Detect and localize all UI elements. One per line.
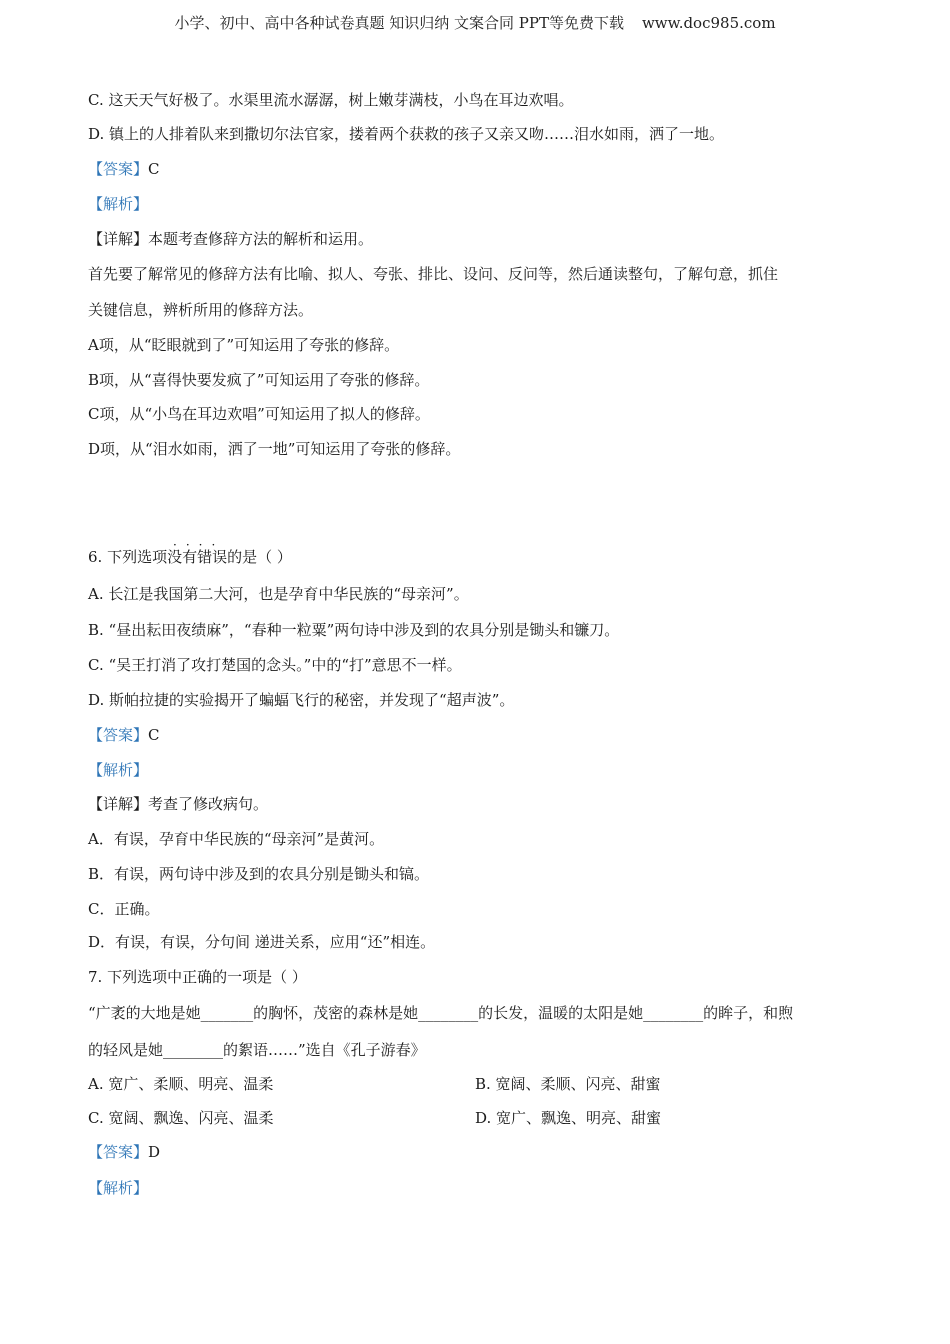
answer-value: C <box>148 726 160 744</box>
q5-explain-c: C项，从“小鸟在耳边欢唱”可知运用了拟人的修辞。 <box>88 405 430 423</box>
q5-explain-d: D项，从“泪水如雨，洒了一地”可知运用了夸张的修辞。 <box>88 440 461 458</box>
q6-explain-b: B．有误，两句诗中涉及到的农具分别是锄头和镐。 <box>88 865 430 883</box>
answer-label: 【答案】 <box>88 1143 149 1161</box>
q6-stem-wrap <box>88 538 292 567</box>
q6-stem: 6. 下列选项没有错误的是（ ） <box>88 548 292 566</box>
detail-text: 本题考查修辞方法的解析和运用。 <box>148 230 374 248</box>
q6-option-c: C. “吴王打消了攻打楚国的念头。”中的“打”意思不一样。 <box>88 656 462 674</box>
q6-explain-a: A．有误，孕育中华民族的“母亲河”是黄河。 <box>88 830 385 848</box>
answer-label: 【答案】 <box>88 160 149 178</box>
q7-text-2: 的轻风是她________的絮语……”选自《孔子游春》 <box>88 1041 426 1059</box>
q7-option-c: C. 宽阔、飘逸、闪亮、温柔 <box>88 1109 274 1127</box>
q6-detail <box>88 794 268 814</box>
answer-label: 【答案】 <box>88 726 149 744</box>
q5-para-1: 首先要了解常见的修辞方法有比喻、拟人、夸张、排比、设问、反问等，然后通读整句，了解句意，抓住 <box>88 265 779 283</box>
detail-label: 【详解】 <box>88 795 149 813</box>
detail-label: 【详解】 <box>88 230 149 248</box>
q5-explain-b: B项，从“喜得快要发疯了”可知运用了夸张的修辞。 <box>88 371 430 389</box>
q5-detail <box>88 229 373 249</box>
q5-explain-a: A项，从“眨眼就到了”可知运用了夸张的修辞。 <box>88 336 400 354</box>
header-site-link[interactable]: www.doc985.com <box>641 14 776 32</box>
answer-value: D <box>148 1143 161 1161</box>
header-title: 小学、初中、高中各种试卷真题 知识归纳 文案合同 PPT等免费下载 <box>174 14 624 32</box>
q7-text-1: “广袤的大地是她_______的胸怀，茂密的森林是她________的长发，温暖的太阳是她________的眸子，和煦 <box>88 1004 794 1022</box>
q6-explain-c: C．正确。 <box>88 900 160 918</box>
q7-option-a: A. 宽广、柔顺、明亮、温柔 <box>88 1075 274 1093</box>
q7-analysis-label: 【解析】 <box>88 1179 149 1197</box>
q6-analysis-label: 【解析】 <box>88 761 149 779</box>
answer-value: C <box>148 160 160 178</box>
q7-option-d: D. 宽广、飘逸、明亮、甜蜜 <box>475 1109 662 1127</box>
q5-analysis-label: 【解析】 <box>88 195 149 213</box>
q5-answer <box>88 159 160 179</box>
detail-text: 考查了修改病句。 <box>148 795 269 813</box>
q7-option-b: B. 宽阔、柔顺、闪亮、甜蜜 <box>475 1075 661 1093</box>
q6-option-d: D. 斯帕拉捷的实验揭开了蝙蝠飞行的秘密，并发现了“超声波”。 <box>88 691 515 709</box>
q6-option-b: B. “昼出耘田夜绩麻”，“春种一粒粟”两句诗中涉及到的农具分别是锄头和镰刀。 <box>88 621 620 639</box>
q7-answer <box>88 1142 160 1162</box>
q6-answer <box>88 725 160 745</box>
q5-option-c: C. 这天天气好极了。水渠里流水潺潺，树上嫩芽满枝，小鸟在耳边欢唱。 <box>88 91 574 109</box>
q5-para-2: 关键信息，辨析所用的修辞方法。 <box>88 301 314 319</box>
q7-stem: 7. 下列选项中正确的一项是（ ） <box>88 968 307 986</box>
q6-explain-d: D．有误，有误，分句间 递进关系，应用“还”相连。 <box>88 933 436 951</box>
page-header <box>0 12 950 33</box>
q6-option-a: A. 长江是我国第二大河，也是孕育中华民族的“母亲河”。 <box>88 585 469 603</box>
q5-option-d: D. 镇上的人排着队来到撒切尔法官家，搂着两个获救的孩子又亲又吻……泪水如雨，洒了一地。 <box>88 125 725 143</box>
emphasis-dots: ···· <box>173 538 225 552</box>
